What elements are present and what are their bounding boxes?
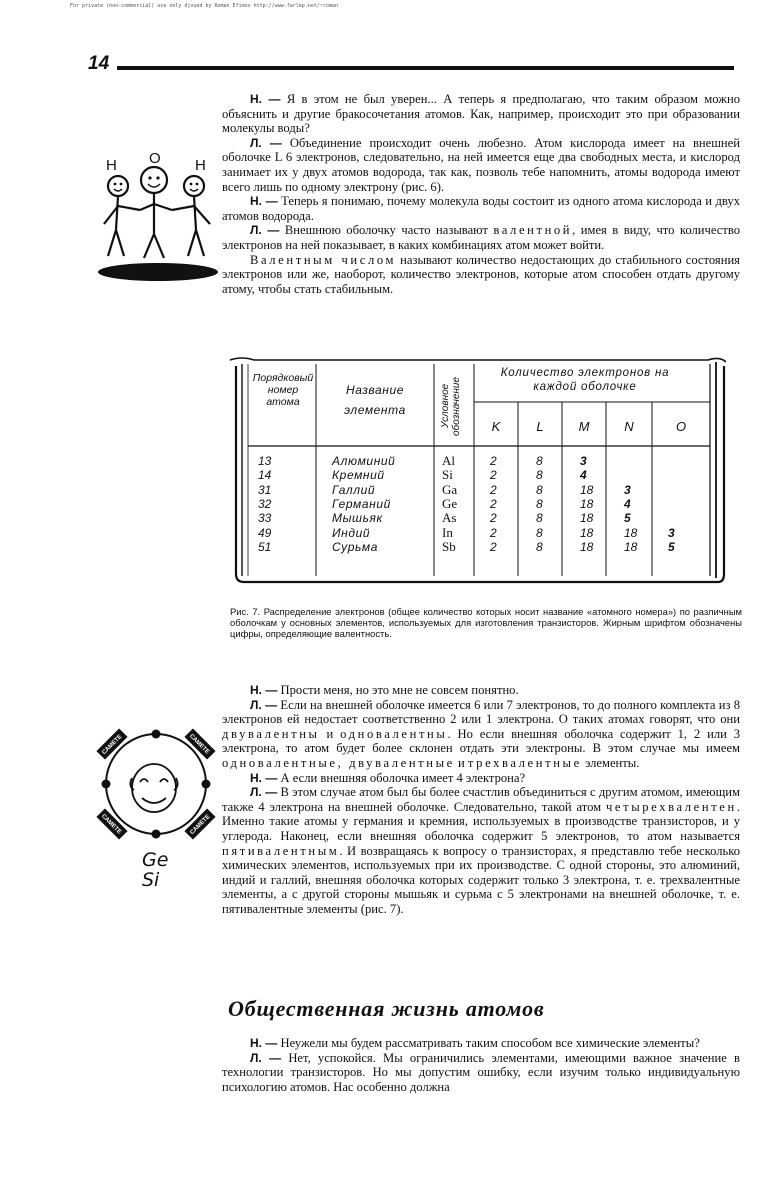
cell-symbol: Al (442, 453, 455, 468)
atom-sign-bottom-left: САМЕТЕ (99, 813, 123, 836)
header-electron-count: Количество электронов на каждой оболочке (500, 367, 670, 393)
cell-shell-l: 8 (536, 454, 543, 468)
atom-sign-bottom-right: САМЕТЕ (189, 813, 212, 837)
header-element-name: Название элемента (344, 383, 406, 417)
cell-symbol: Si (442, 467, 453, 483)
scan-header-note: For private (non-commercial) use only djvued by Roman Efimov http://www.farlep.net/~roman (70, 3, 338, 9)
cell-shell-m: 18 (580, 511, 594, 526)
dialogue-paragraph: Н. — А если внешняя оболочка имеет 4 электрона? (250, 770, 526, 785)
cell-element-name: Кремний (332, 468, 385, 483)
cell-shell-k: 2 (490, 496, 497, 511)
cell-shell-m: 18 (580, 539, 594, 554)
cell-shell-n: 5 (624, 511, 631, 526)
cell-symbol: Ge (442, 495, 458, 511)
cell-shell-k: 2 (490, 511, 497, 526)
shell-header-n: N (624, 419, 634, 434)
cell-element-name: Сурьма (332, 539, 379, 554)
header-ordinal: Порядковый номер атома (252, 372, 314, 408)
cell-shell-k: 2 (490, 482, 497, 497)
cell-shell-m: 3 (580, 454, 587, 468)
cell-element-name: Мышьяк (332, 511, 383, 526)
dialogue-paragraph: Л. — Объединение происходит очень любезно. Атом кислорода имеет на внешней оболочке L 6 электронов, следовательно, на ней имеется еще два свободных места, и кислород занимает их у двух атомов водорода, так как, позволь тебе напомнить, атомы водорода имеют всего лишь по одному электрону (рис. 6). (222, 135, 740, 194)
cell-element-name: Галлий (332, 482, 376, 497)
cell-shell-m: 18 (580, 482, 594, 497)
germanium-label: Ge (142, 849, 169, 871)
silicon-label: Si (142, 869, 160, 890)
atom-sign-top-left: САМЕТЕ (101, 733, 124, 757)
cell-shell-m: 18 (580, 496, 594, 511)
hydrogen-label-right: H (195, 157, 206, 174)
cell-shell-k: 2 (490, 539, 497, 554)
cell-shell-l: 8 (536, 511, 543, 526)
cell-element-name: Германий (332, 496, 391, 511)
cell-atomic-number: 51 (258, 539, 272, 554)
header-symbol: Условное обозначение (440, 376, 462, 436)
atom-sign-top-right: САМЕТЕ (187, 733, 211, 756)
cell-atomic-number: 32 (258, 496, 272, 511)
cell-shell-l: 8 (536, 468, 543, 483)
cell-shell-m: 18 (580, 525, 594, 540)
dialogue-paragraph: Н. — Прости меня, но это мне не совсем понятно. (250, 683, 519, 697)
cell-symbol: Ga (442, 481, 458, 497)
water-molecule-illustration (96, 148, 220, 284)
cell-shell-k: 2 (490, 454, 497, 468)
atom-signs (96, 728, 215, 839)
shell-header-k: K (491, 419, 501, 434)
header-rule (117, 66, 734, 70)
cell-shell-n: 3 (624, 482, 631, 497)
shell-header-o: O (675, 419, 687, 434)
oxygen-label: O (149, 150, 161, 167)
cell-atomic-number: 31 (258, 482, 272, 497)
cell-symbol: As (442, 510, 457, 526)
cell-atomic-number: 14 (258, 468, 272, 483)
cell-shell-k: 2 (490, 525, 497, 540)
dialogue-paragraph: Л. — Нет, успокойся. Мы ограничились элементами, имеющими важное значение в технологии транзисторов. Но мы допустим ошибку, если изучим только индивидуальную психологию атомов. Нас особенно должна (222, 1050, 741, 1094)
cell-shell-l: 8 (536, 496, 543, 511)
cell-shell-l: 8 (536, 482, 543, 497)
dialogue-paragraph: Л. — Внешнюю оболочку часто называют валентной, имея в виду, что количество электронов на ней показывает, в каких комбинациях атом может войти. (222, 223, 741, 252)
hydrogen-label-left: H (106, 157, 117, 174)
atom-illustration (92, 722, 222, 890)
section-title: Общественная жизнь атомов (228, 996, 545, 1021)
page-number: 14 (88, 53, 110, 74)
definition-paragraph: Валентным числом называют количество недостающих до стабильного состояния электронов или же, наоборот, количество электронов, которые атом способен отдать другому атому, чтобы стать стабильным. (222, 252, 740, 296)
electron-distribution-table (228, 354, 726, 586)
cell-shell-m: 4 (580, 468, 587, 483)
cell-symbol: In (442, 524, 453, 540)
shell-header-l: L (536, 419, 544, 434)
cell-shell-n: 18 (624, 539, 638, 554)
cell-shell-o: 3 (668, 525, 675, 540)
cell-atomic-number: 49 (258, 525, 272, 540)
dialogue-block-3 (222, 1036, 740, 1094)
dialogue-paragraph: Л. — Если на внешней оболочке имеется 6 или 7 электронов, то до полного комплекта из 8 электронов ей недостает соответственно 2 или 1 электрона. О таких атомах говорят, что они двувалентны и одновалентны. Но если внешняя оболочка содержит 1, 2 или 3 электрона, то атом будет более склонен отдать эти электроны. В этом случае мы имеем одновалентные, двувалентные и трехвалентные элементы. (222, 697, 740, 770)
cell-element-name: Алюминий (332, 454, 396, 468)
cell-shell-o: 5 (668, 539, 675, 554)
dialogue-paragraph: Н. — Неужели мы будем рассматривать таким способом все химические элементы? (250, 1036, 700, 1050)
cell-shell-n: 4 (624, 496, 631, 511)
dialogue-paragraph: Н. — Я в этом не был уверен... А теперь я предполагаю, что таким образом можно объяснить и другие бракосочетания атомов. Как, например, происходит это при образовании молекулы воды? (222, 92, 740, 136)
cell-atomic-number: 33 (258, 511, 272, 526)
cell-shell-l: 8 (536, 539, 543, 554)
cell-shell-n: 18 (624, 525, 638, 540)
cell-shell-l: 8 (536, 525, 543, 540)
cell-element-name: Индий (332, 525, 371, 540)
dialogue-block-1 (222, 92, 740, 296)
cell-symbol: Sb (442, 538, 456, 554)
shell-header-m: M (578, 419, 590, 434)
dialogue-paragraph: Н. — Теперь я понимаю, почему молекула воды состоит из одного атома кислорода и двух атомов водорода. (222, 194, 740, 223)
dialogue-block-2 (222, 683, 740, 917)
cell-shell-k: 2 (490, 468, 497, 483)
dialogue-paragraph: Л. — В этом случае атом был бы более счастлив объединиться с другим атомом, имеющим также 4 электрона на внешней оболочке. Следовательно, такой атом четырехвалентен. Именно такие атомы у германия и кремния, используемых в производстве транзисторов, и у углерода. Наконец, если внешняя оболочка содержит 5 электронов, то атом называется пятивалентным. И возвращаясь к вопросу о транзисторах, я представлю тебе несколько химических элементов, используемых при их производстве. С одной стороны, это алюминий, индий и галлий, внешняя оболочка которых содержит только 3 электрона, т. е. трехвалентные элементы, а с другой стороны мышьяк и сурьма с 5 электронами на внешней оболочке, т. е. пятивалентные элементы (рис. 7). (222, 785, 741, 916)
figure-caption: Рис. 7. Распределение электронов (общее количество которых носит название «атомного номера») по различным оболочкам у основных элементов, используемых для изготовления транзисторов. Жирным шрифтом обозначены цифры, определяющие валентность. (230, 606, 742, 639)
cell-atomic-number: 13 (258, 454, 272, 468)
